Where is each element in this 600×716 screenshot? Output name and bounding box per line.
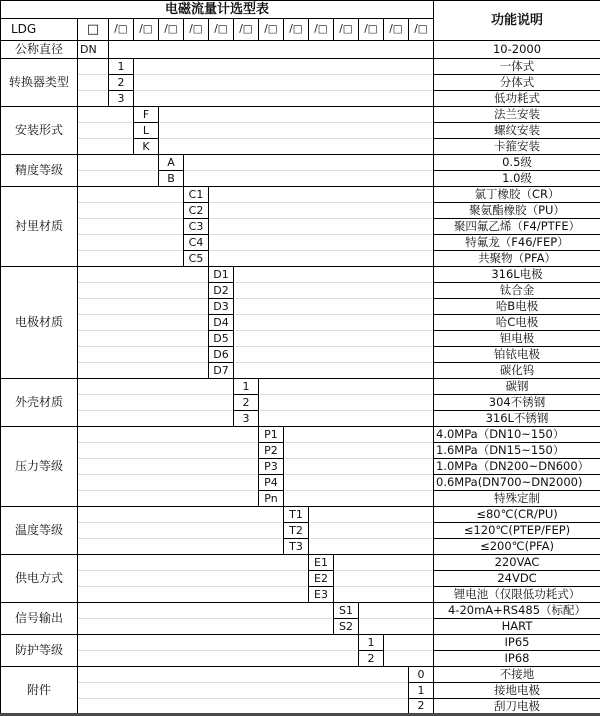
function-header: 功能说明 [434,1,600,41]
function-cell: 锂电池（仅限低功耗式） [434,587,600,603]
group-label-converter-type: 转换器类型 [1,59,78,107]
function-cell: 1.0级 [434,171,600,187]
filler-cell [78,635,359,651]
code-cell: D3 [209,299,234,315]
group-label-temperature-rating: 温度等级 [1,507,78,555]
filler-cell [78,267,209,283]
filler-cell [209,219,434,235]
model-code-slot: /□ [284,19,309,41]
filler-cell [209,203,434,219]
function-cell: ≤120℃(PTEP/FEP) [434,523,600,539]
filler-cell [309,507,434,523]
filler-cell [384,651,434,667]
filler-cell [78,347,209,363]
filler-cell [234,283,434,299]
group-label-electrode-material: 电极材质 [1,267,78,379]
filler-cell [134,75,434,91]
filler-cell [78,187,184,203]
filler-cell [78,363,209,379]
filler-cell [78,251,184,267]
function-cell: 不接地 [434,667,600,683]
filler-cell [78,475,259,491]
filler-cell [159,123,434,139]
model-code-slot: /□ [334,19,359,41]
function-cell: ≤200℃(PFA) [434,539,600,555]
function-cell: 1.0MPa（DN200~DN600） [434,459,600,475]
code-cell: 2 [109,75,134,91]
function-cell: 10-2000 [434,41,600,59]
function-cell: 304不锈钢 [434,395,600,411]
function-cell: 316L不锈钢 [434,411,600,427]
code-cell: 2 [234,395,259,411]
filler-cell [78,459,259,475]
filler-cell [284,427,434,443]
code-cell: 3 [109,91,134,107]
code-cell: 2 [409,699,434,715]
group-label-accuracy-class: 精度等级 [1,155,78,187]
filler-cell [184,155,434,171]
filler-cell [234,347,434,363]
function-cell: 316L电极 [434,267,600,283]
filler-cell [134,59,434,75]
function-cell: HART [434,619,600,635]
filler-cell [78,155,159,171]
code-cell: E2 [309,571,334,587]
filler-cell [78,171,159,187]
code-cell: P3 [259,459,284,475]
code-cell: A [159,155,184,171]
filler-cell [78,203,184,219]
model-code-slot: /□ [309,19,334,41]
code-cell: L [134,123,159,139]
group-label-accessories: 附件 [1,667,78,715]
function-cell: 24VDC [434,571,600,587]
filler-cell [384,635,434,651]
filler-cell [259,379,434,395]
filler-cell [78,683,409,699]
filler-cell [78,107,134,123]
filler-cell [78,699,409,715]
code-cell: E3 [309,587,334,603]
function-cell: 铂铱电极 [434,347,600,363]
filler-cell [78,507,284,523]
group-label-power-supply: 供电方式 [1,555,78,603]
code-cell: 1 [234,379,259,395]
function-cell: 特氟龙（F46/FEP） [434,235,600,251]
function-cell: 4.0MPa（DN10~150） [434,427,600,443]
code-cell: D4 [209,315,234,331]
model-code-slot: /□ [259,19,284,41]
filler-cell [78,75,109,91]
function-cell: 特殊定制 [434,491,600,507]
filler-cell [334,587,434,603]
filler-cell [78,571,309,587]
filler-cell [209,251,434,267]
filler-cell [78,235,184,251]
function-cell: ≤80℃(CR/PU) [434,507,600,523]
function-cell: 螺纹安装 [434,123,600,139]
code-cell: P1 [259,427,284,443]
function-cell: 一体式 [434,59,600,75]
filler-cell [359,619,434,635]
function-cell: 接地电极 [434,683,600,699]
filler-cell [78,123,134,139]
function-cell: 220VAC [434,555,600,571]
filler-cell [234,267,434,283]
function-cell: 低功耗式 [434,91,600,107]
code-cell: T2 [284,523,309,539]
filler-cell [78,443,259,459]
model-code-slot: /□ [109,19,134,41]
filler-cell [78,219,184,235]
code-cell: DN [78,41,109,59]
filler-cell [309,523,434,539]
filler-cell [78,331,209,347]
function-cell: 1.6MPa（DN15~150） [434,443,600,459]
filler-cell [78,587,309,603]
code-cell: S1 [334,603,359,619]
code-cell: F [134,107,159,123]
model-code-slot: /□ [134,19,159,41]
filler-cell [234,315,434,331]
filler-cell [78,619,334,635]
group-label-pressure-rating: 压力等级 [1,427,78,507]
filler-cell [209,235,434,251]
function-cell: 钽电极 [434,331,600,347]
filler-cell [109,41,434,59]
filler-cell [78,411,234,427]
filler-cell [78,427,259,443]
code-cell: 3 [234,411,259,427]
code-cell: K [134,139,159,155]
filler-cell [309,539,434,555]
filler-cell [234,299,434,315]
code-cell: B [159,171,184,187]
function-cell: 卡箍安装 [434,139,600,155]
code-cell: C4 [184,235,209,251]
function-cell: 法兰安装 [434,107,600,123]
function-cell: IP68 [434,651,600,667]
code-cell: T1 [284,507,309,523]
filler-cell [78,651,359,667]
code-cell: 1 [409,683,434,699]
filler-cell [78,491,259,507]
code-cell: 0 [409,667,434,683]
code-cell: D7 [209,363,234,379]
code-cell: C5 [184,251,209,267]
model-code-slot: /□ [184,19,209,41]
function-cell: 刮刀电极 [434,699,600,715]
filler-cell [259,411,434,427]
filler-cell [234,331,434,347]
code-cell: D1 [209,267,234,283]
page-title: 电磁流量计选型表 [1,1,434,19]
code-cell: 1 [359,635,384,651]
filler-cell [78,539,284,555]
filler-cell [78,91,109,107]
code-cell: D6 [209,347,234,363]
filler-cell [159,107,434,123]
group-label-diameter: 公称直径 [1,41,78,59]
filler-cell [78,523,284,539]
function-cell: 聚四氟乙烯（F4/PTFE） [434,219,600,235]
code-cell: 2 [359,651,384,667]
model-code-slot: /□ [209,19,234,41]
function-cell: 钛合金 [434,283,600,299]
model-code-box: □ [78,19,109,41]
filler-cell [334,571,434,587]
filler-cell [284,443,434,459]
code-cell: Pn [259,491,284,507]
model-code-slot: /□ [234,19,259,41]
code-cell: E1 [309,555,334,571]
code-cell: C3 [184,219,209,235]
filler-cell [284,459,434,475]
filler-cell [78,603,334,619]
filler-cell [359,603,434,619]
code-cell: C2 [184,203,209,219]
code-cell: 1 [109,59,134,75]
function-cell: 4-20mA+RS485（标配） [434,603,600,619]
function-cell: IP65 [434,635,600,651]
filler-cell [284,475,434,491]
filler-cell [78,315,209,331]
function-cell: 氯丁橡胶（CR） [434,187,600,203]
filler-cell [78,555,309,571]
function-cell: 哈C电极 [434,315,600,331]
model-code-slot: /□ [384,19,409,41]
function-cell: 0.6MPa(DN700~DN2000) [434,475,600,491]
filler-cell [78,667,409,683]
model-prefix: LDG [1,19,78,41]
model-code-slot: /□ [359,19,384,41]
model-code-slot: /□ [409,19,434,41]
filler-cell [78,379,234,395]
function-cell: 共聚物（PFA） [434,251,600,267]
filler-cell [78,283,209,299]
group-label-lining-material: 衬里材质 [1,187,78,267]
function-cell: 碳化钨 [434,363,600,379]
function-cell: 分体式 [434,75,600,91]
code-cell: D5 [209,331,234,347]
code-cell: T3 [284,539,309,555]
filler-cell [259,395,434,411]
code-cell: C1 [184,187,209,203]
filler-cell [184,171,434,187]
group-label-housing-material: 外壳材质 [1,379,78,427]
group-label-installation-type: 安装形式 [1,107,78,155]
filler-cell [78,59,109,75]
filler-cell [284,491,434,507]
filler-cell [334,555,434,571]
function-cell: 0.5级 [434,155,600,171]
function-cell: 聚氨酯橡胶（PU） [434,203,600,219]
filler-cell [78,299,209,315]
filler-cell [78,139,134,155]
filler-cell [134,91,434,107]
filler-cell [159,139,434,155]
code-cell: S2 [334,619,359,635]
function-cell: 哈B电极 [434,299,600,315]
code-cell: P2 [259,443,284,459]
filler-cell [234,363,434,379]
group-label-signal-output: 信号输出 [1,603,78,635]
function-cell: 碳钢 [434,379,600,395]
code-cell: P4 [259,475,284,491]
filler-cell [78,395,234,411]
model-code-slot: /□ [159,19,184,41]
code-cell: D2 [209,283,234,299]
filler-cell [209,187,434,203]
group-label-protection-rating: 防护等级 [1,635,78,667]
